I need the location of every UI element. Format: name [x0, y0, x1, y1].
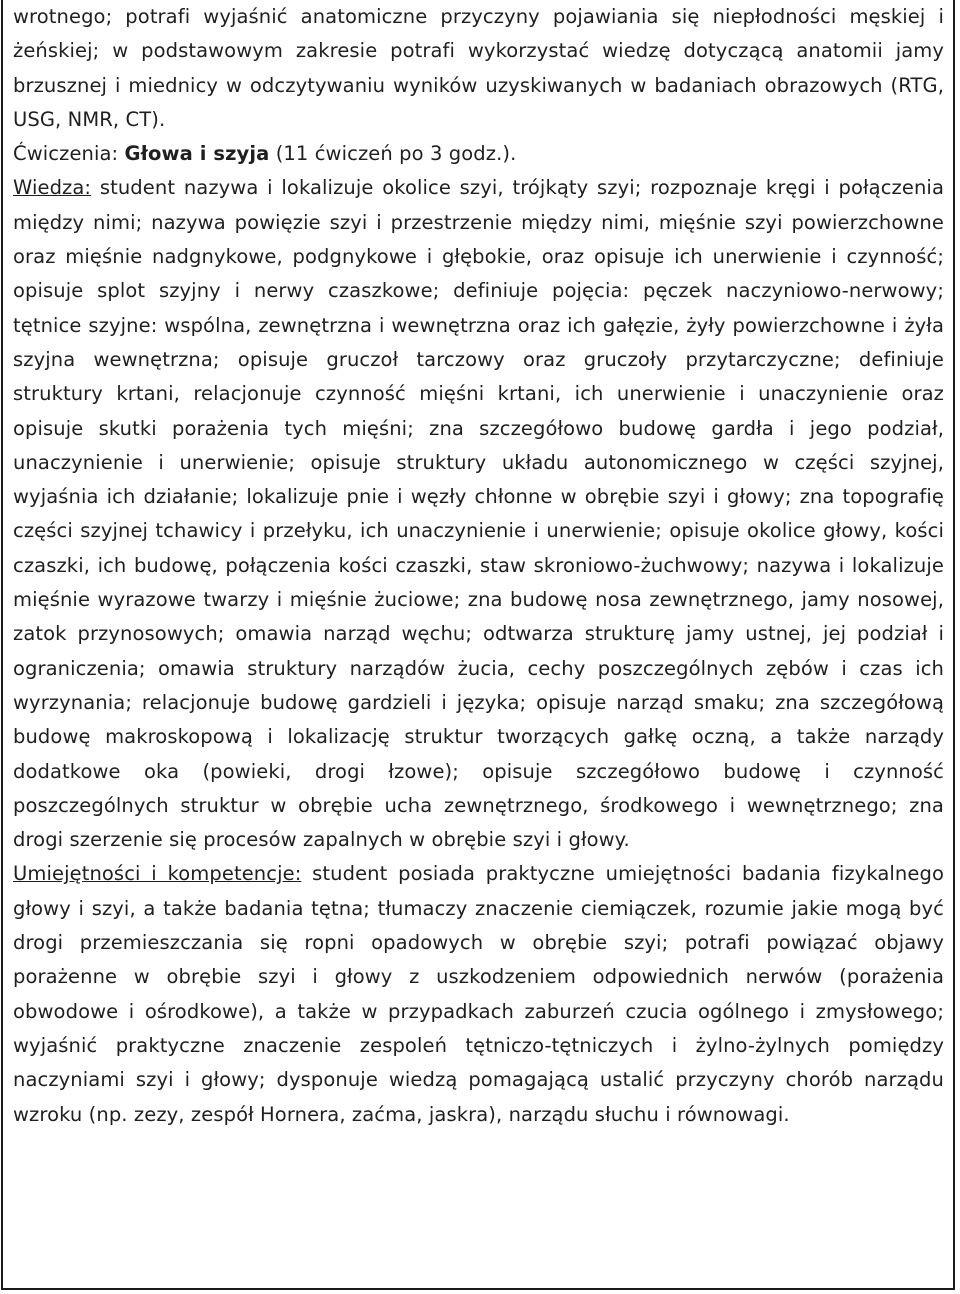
knowledge-paragraph [13, 171, 944, 857]
exercises-heading [13, 137, 944, 171]
intro-paragraph: wrotnego; potrafi wyjaśnić anatomiczne przyczyny pojawiania się niepłodności męskiej i żeńskiej; w podstawowym zakresie potrafi wykorzystać wiedzę dotyczącą anatomii jamy brzusznej i miednicy w odczytywaniu wyników uzyskiwanych w badaniach obrazowych (RTG, USG, NMR, CT). [13, 5, 944, 131]
exercises-suffix: (11 ćwiczeń po 3 godz.). [269, 142, 517, 166]
skills-text: student posiada praktyczne umiejętności badania fizykalnego głowy i szyi, a także badania tętna; tłumaczy znaczenie ciemiączek, rozumie jakie mogą być drogi przemieszczania się ropni opadowych w obrębie szyi; potrafi powiązać objawy porażenne w obrębie szyi i głowy z uszkodzeniem odpowiednich nerwów (porażenia obwodowe i ośrodkowe), a także w przypadkach zaburzeń czucia ogólnego i zmysłowego; wyjaśnić praktyczne znaczenie zespoleń tętniczo-tętniczych i żylno-żylnych pomiędzy naczyniami szyi i głowy; dysponuje wiedzą pomagającą ustalić przyczyny chorób narządu wzroku (np. zezy, zespół Hornera, zaćma, jaskra), narządu słuchu i równowagi. [13, 862, 944, 1126]
exercises-title: Głowa i szyja [124, 142, 270, 166]
skills-label: Umiejętności i kompetencje: [13, 862, 302, 886]
knowledge-label: Wiedza: [13, 176, 92, 200]
skills-paragraph [13, 857, 944, 1131]
knowledge-text: student nazywa i lokalizuje okolice szyi, trójkąty szyi; rozpoznaje kręgi i połączenia między nimi; nazywa powięzie szyi i przestrzenie między nimi, mięśnie szyi powierzchowne oraz mięśnie nadgnykowe, podgnykowe i głębokie, oraz opisuje ich unerwienie i czynność; opisuje splot szyjny i nerwy czaszkowe; definiuje pojęcia: pęczek naczyniowo-nerwowy; tętnice szyjne: wspólna, zewnętrzna i wewnętrzna oraz ich gałęzie, żyły powierzchowne i żyła szyjna wewnętrzna; opisuje gruczoł tarczowy oraz gruczoły przytarczyczne; definiuje struktury krtani, relacjonuje czynność mięśni krtani, ich unerwienie i unaczynienie oraz opisuje skutki porażenia tych mięśni; zna szczegółowo budowę gardła i jego podział, unaczynienie i unerwienie; opisuje struktury układu autonomicznego w części szyjnej, wyjaśnia ich działanie; lokalizuje pnie i węzły chłonne w obrębie szyi i głowy; zna topografię części szyjnej tchawicy i przełyku, ich unaczynienie i unerwienie; opisuje okolice głowy, kości czaszki, ich budowę, połączenia kości czaszki, staw skroniowo-żuchwowy; nazywa i lokalizuje mięśnie wyrazowe twarzy i mięśnie żuciowe; zna budowę nosa zewnętrznego, jamy nosowej, zatok przynosowych; omawia narząd węchu; odtwarza strukturę jamy ustnej, jej podział i ograniczenia; omawia struktury narządów żucia, cechy poszczególnych zębów i czas ich wyrzynania; relacjonuje budowę gardzieli i języka; opisuje narząd smaku; zna szczegółową budowę makroskopową i lokalizację struktur tworzących gałkę oczną, a także narządy dodatkowe oka (powieki, drogi łzowe); opisuje szczegółowo budowę i czynność poszczególnych struktur w obrębie ucha zewnętrznego, środkowego i wewnętrznego; zna drogi szerzenie się procesów zapalnych w obrębie szyi i głowy. [13, 176, 944, 852]
document-page [1, 0, 955, 1290]
exercises-prefix: Ćwiczenia: [13, 142, 125, 166]
